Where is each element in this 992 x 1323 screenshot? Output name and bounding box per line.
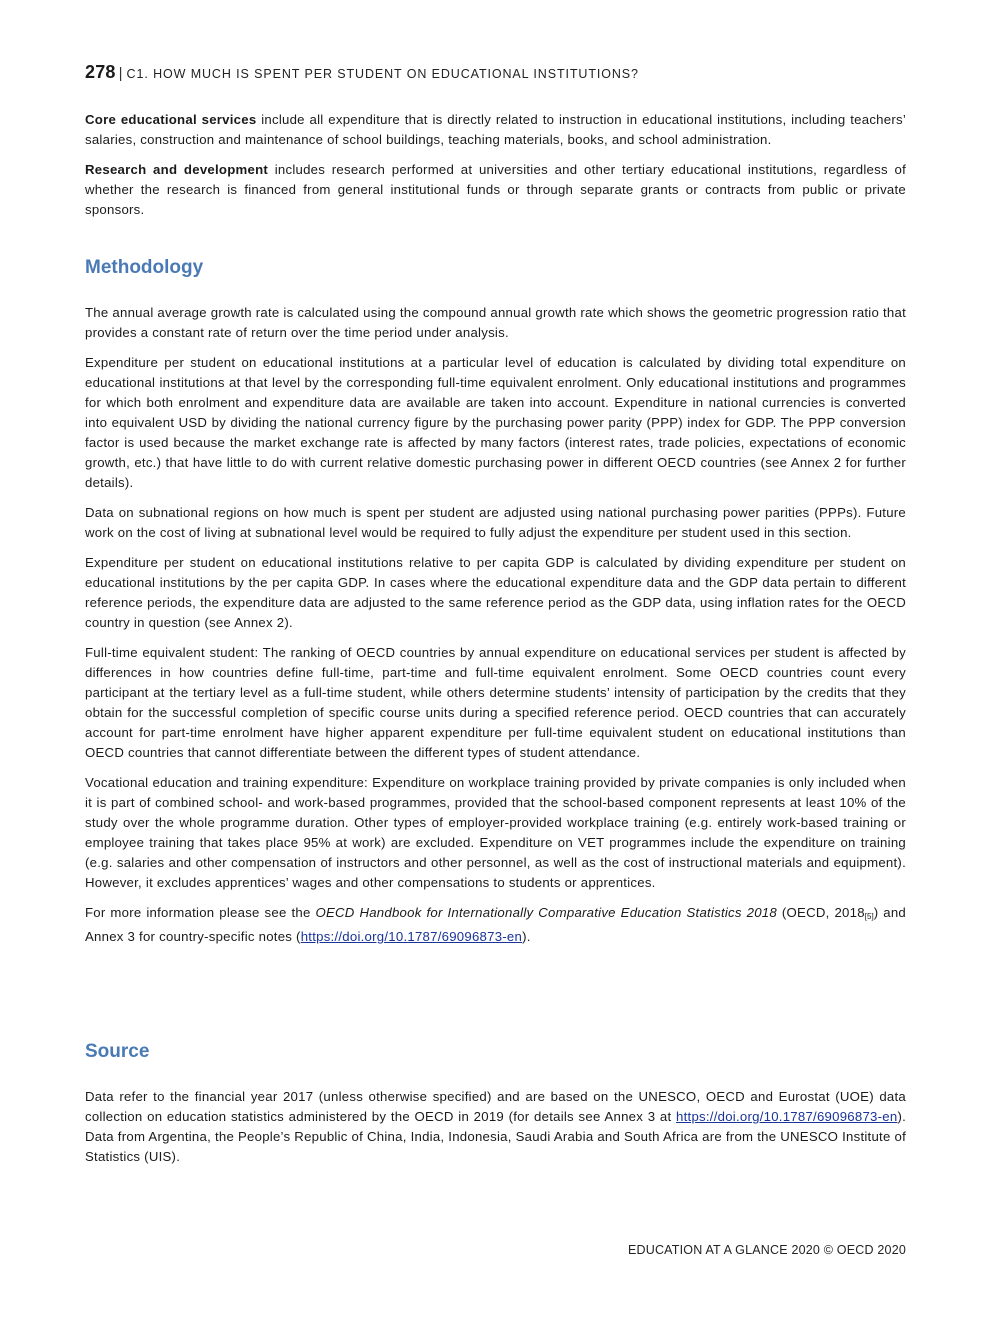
- methodology-heading: Methodology: [85, 257, 204, 278]
- source-paragraph: [85, 1087, 906, 1167]
- reference-marker[interactable]: [5]: [864, 912, 874, 921]
- definitions-section: [85, 110, 906, 230]
- definition-text: include all expenditure that is directly related to instruction in educational institutions, including teachers’ salaries, construction and maintenance of school buildings, teaching materials, books, and school administration.: [85, 112, 906, 147]
- page-header: [85, 62, 906, 83]
- source-heading-block: [85, 1041, 906, 1063]
- methodology-paragraph: Full-time equivalent student: The ranking of OECD countries by annual expenditure on educational services per student is affected by differences in how countries define full-time, part-time and full-time equivalent enrolment. Some OECD countries count every participant at the tertiary level as a full-time student, while others determine students’ intensity of participation by the credits that they obtain for the successful completion of specific course units during a specified reference period. OECD countries that can accurately account for part-time enrolment have higher apparent expenditure per full-time equivalent student on educational institutions than OECD countries that cannot differentiate between the different types of student attendance.: [85, 645, 906, 760]
- methodology-section: [85, 303, 906, 957]
- handbook-title: OECD Handbook for Internationally Comparative Education Statistics 2018: [315, 905, 777, 920]
- methodology-paragraph: Expenditure per student on educational institutions relative to per capita GDP is calculated by dividing expenditure per student on educational institutions by the per capita GDP. In cases where the educational expenditure data and the GDP data pertain to different reference periods, the expenditure data are adjusted to the same reference period as the GDP data, using inflation rates for the OECD country in question (see Annex 2).: [85, 555, 906, 630]
- methodology-paragraph: Vocational education and training expenditure: Expenditure on workplace training provided by private companies is only included when it is part of combined school- and work-based programmes, provided that the school-based component represents at least 10% of the study over the whole programme duration. Other types of employer-provided workplace training (e.g. entirely work-based training or employee training that takes place 95% at work) are excluded. Expenditure on VET programmes include the expenditure on training (e.g. salaries and other compensation of instructors and other personnel, as well as the cost of instructional materials and equipment). However, it excludes apprentices’ wages and other compensations to students or apprentices.: [85, 775, 906, 890]
- source-doi-link[interactable]: https://doi.org/10.1787/69096873-en: [676, 1109, 898, 1124]
- definition-text: includes research performed at universities and other tertiary educational institutions, regardless of whether the research is financed from general institutional funds or through separate grants or contracts from public or private sponsors.: [85, 162, 906, 217]
- document-page: [85, 0, 906, 1323]
- running-title: C1. HOW MUCH IS SPENT PER STUDENT ON EDUCATIONAL INSTITUTIONS?: [126, 67, 639, 81]
- more-info-paragraph: [85, 903, 906, 947]
- header-separator: |: [118, 65, 123, 82]
- methodology-paragraph: The annual average growth rate is calculated using the compound annual growth rate which shows the geometric progression ratio that provides a constant rate of return over the time period under analysis.: [85, 305, 906, 340]
- source-text-end: ). Data from Argentina, the People’s Republic of China, India, Indonesia, Saudi Arabia and South Africa are from the UNESCO Institute of Statistics (UIS).: [85, 1109, 906, 1164]
- definition-core-services: [85, 110, 906, 150]
- more-info-middle: ) and Annex 3 for country-specific notes (: [85, 905, 906, 944]
- methodology-paragraph: Data on subnational regions on how much is spent per student are adjusted using national purchasing power parities (PPPs). Future work on the cost of living at subnational level would be required to fully adjust the expenditure per student used in this section.: [85, 505, 906, 540]
- definition-term: Core educational services: [85, 112, 257, 127]
- more-info-prefix: For more information please see the: [85, 905, 316, 920]
- definition-research: [85, 160, 906, 220]
- more-info-suffix: ).: [522, 929, 531, 944]
- page-footer: EDUCATION AT A GLANCE 2020 © OECD 2020: [627, 1243, 906, 1257]
- source-section: [85, 1087, 906, 1177]
- more-info-citation: (OECD, 2018: [776, 905, 865, 920]
- source-text: Data refer to the financial year 2017 (unless otherwise specified) and are based on the UNESCO, OECD and Eurostat (UOE) data collection on education statistics administered by the OECD in 2019 (for details see Annex 3 at: [85, 1089, 906, 1124]
- methodology-paragraph: Expenditure per student on educational institutions at a particular level of education is calculated by dividing total expenditure on educational institutions at that level by the corresponding full-time equivalent enrolment. Only educational institutions and programmes for which both enrolment and expenditure data are available are taken into account. Expenditure in national currencies is converted into equivalent USD by dividing the national currency figure by the purchasing power parity (PPP) index for GDP. The PPP conversion factor is used because the market exchange rate is affected by many factors (interest rates, trade policies, expectations of economic growth, etc.) that have little to do with current relative domestic purchasing power in different OECD countries (see Annex 2 for further details).: [85, 355, 906, 490]
- source-heading: Source: [85, 1041, 150, 1062]
- page-number: 278: [85, 62, 116, 82]
- methodology-heading-block: [85, 257, 906, 279]
- doi-link[interactable]: https://doi.org/10.1787/69096873-en: [300, 929, 523, 944]
- definition-term: Research and development: [85, 162, 269, 177]
